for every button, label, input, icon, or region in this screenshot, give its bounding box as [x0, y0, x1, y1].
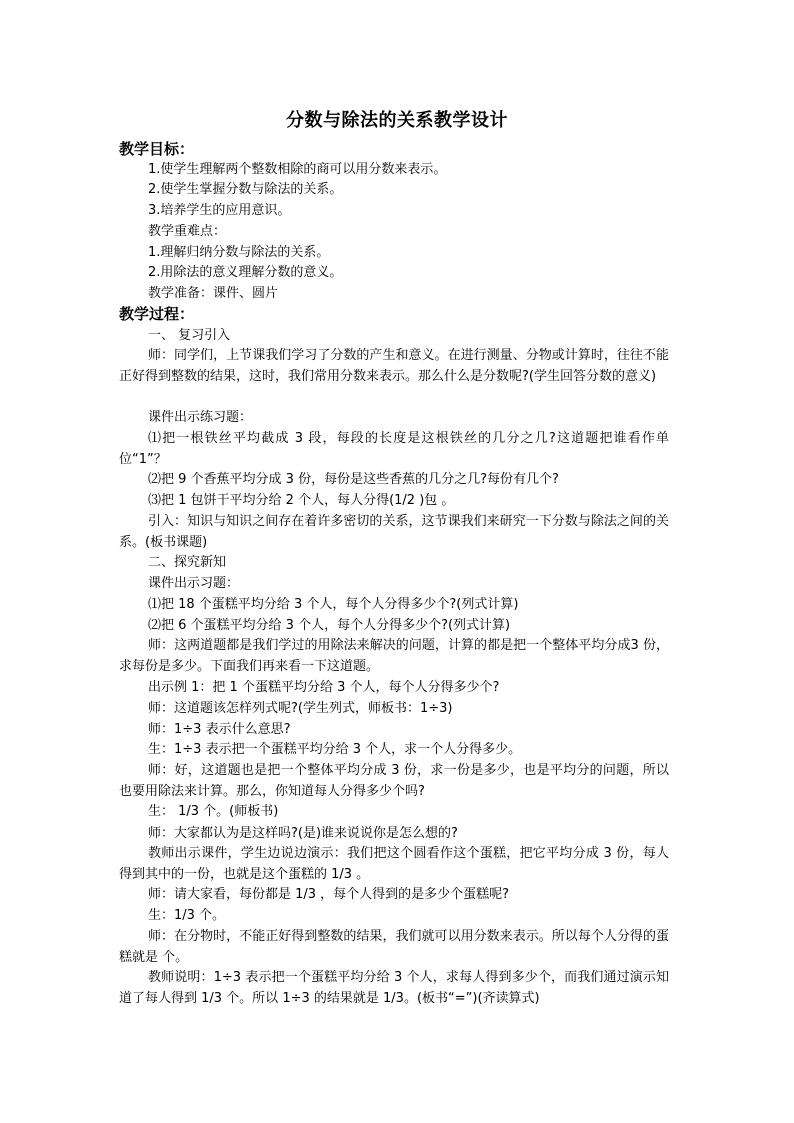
- paragraph: 教师说明：1÷3 表示把一个蛋糕平均分给 3 个人，求每人得到多少个，而我们通过演示知道了每人得到 1/3 个。所以 1÷3 的结果就是 1/3。(板书“=”)(齐读算式): [119, 970, 669, 1006]
- process-heading: 教学过程：: [119, 305, 195, 323]
- text-line: 师：大家都认为是这样吗?(是)谁来说说你是怎么想的?: [148, 826, 458, 841]
- text-line: 师：这道题该怎样列式呢?(学生列式，师板书：1÷3): [148, 701, 453, 716]
- goal-line: 2.使学生掌握分数与除法的关系。: [148, 182, 343, 197]
- section-heading: 一、 复习引入: [148, 328, 231, 343]
- text-line: ⑵把 9 个香蕉平均分成 3 份，每份是这些香蕉的几分之几?每份有几个?: [148, 472, 559, 487]
- document-title: 分数与除法的关系教学设计: [286, 110, 508, 131]
- text-line: ⑶把 1 包饼干平均分给 2 个人，每人分得(1/2 )包 。: [148, 493, 455, 508]
- key-point-line: 2.用除法的意义理解分数的意义。: [148, 265, 343, 280]
- paragraph: 教师出示课件，学生边说边演示：我们把这个圆看作这个蛋糕，把它平均分成 3 份，每人得到其中的一份，也就是这个蛋糕的 1/3 。: [119, 846, 669, 882]
- preparation-line: 教学准备：课件、圆片: [148, 286, 279, 301]
- text-line: ⑴把 18 个蛋糕平均分给 3 个人，每个人分得多少个?(列式计算): [148, 597, 519, 612]
- text-line: 课件出示练习题：: [148, 410, 253, 425]
- key-point-line: 1.理解归纳分数与除法的关系。: [148, 245, 330, 260]
- goal-line: 3.培养学生的应用意识。: [148, 203, 291, 218]
- text-line: ⑵把 6 个蛋糕平均分给 3 个人，每个人分得多少个?(列式计算): [148, 618, 511, 633]
- text-line: 生： 1/3 个。(师板书): [148, 804, 279, 819]
- paragraph: 师：在分物时，不能正好得到整数的结果，我们就可以用分数来表示。所以每个人分得的蛋糕就是 个。: [119, 929, 669, 965]
- paragraph: 引入：知识与知识之间存在着许多密切的关系，这节课我们来研究一下分数与除法之间的关系。(板书课题): [119, 514, 669, 550]
- text-line: 师：1÷3 表示什么意思?: [148, 722, 291, 737]
- paragraph: 师：这两道题都是我们学过的用除法来解决的问题，计算的都是把一个整体平均分成3 份，求每份是多少。下面我们再来看一下这道题。: [119, 638, 669, 674]
- text-line: 师：请大家看，每份都是 1/3 ，每个人得到的是多少个蛋糕呢?: [148, 887, 510, 902]
- paragraph: 师：同学们，上节课我们学习了分数的产生和意义。在进行测量、分物或计算时，往往不能正好得到整数的结果，这时，我们常用分数来表示。那么什么是分数呢?(学生回答分数的意义): [119, 348, 669, 384]
- goals-heading: 教学目标：: [119, 140, 195, 158]
- text-line: 生：1÷3 表示把一个蛋糕平均分给 3 个人，求一个人分得多少。: [148, 742, 522, 757]
- text-line: 生：1/3 个。: [148, 908, 226, 923]
- section-heading: 二、探究新知: [148, 555, 227, 570]
- text-line: 出示例 1：把 1 个蛋糕平均分给 3 个人，每个人分得多少个?: [148, 680, 500, 695]
- paragraph: 师：好，这道题也是把一个整体平均分成 3 份，求一份是多少，也是平均分的问题，所以也要用除法来计算。那么，你知道每人分得多少个吗?: [119, 763, 669, 799]
- key-points-label: 教学重难点：: [148, 224, 227, 239]
- paragraph: ⑴把一根铁丝平均截成 3 段，每段的长度是这根铁丝的几分之几?这道题把谁看作单位“1”？: [119, 431, 669, 467]
- text-line: 课件出示习题：: [148, 576, 240, 591]
- goal-line: 1.使学生理解两个整数相除的商可以用分数来表示。: [148, 162, 447, 177]
